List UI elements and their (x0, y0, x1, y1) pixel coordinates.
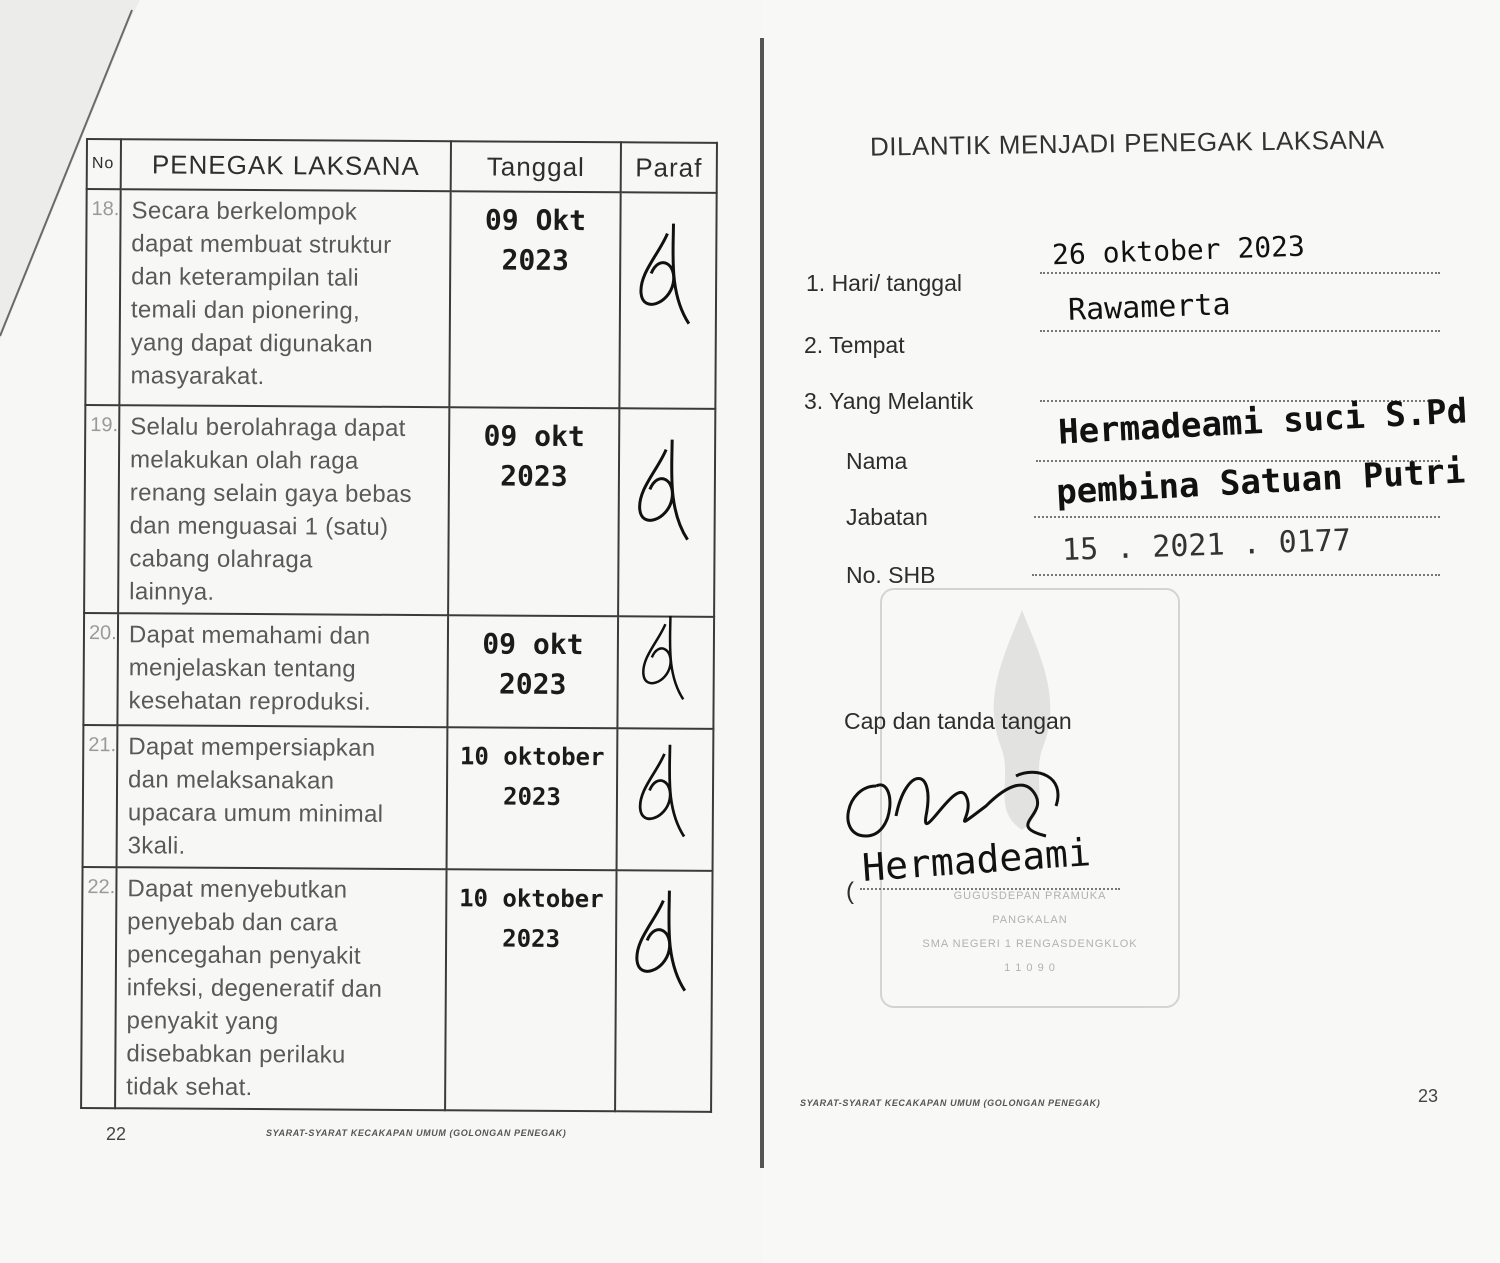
right-page-number: 23 (1418, 1086, 1439, 1106)
date-line: 09 Okt (484, 203, 587, 238)
requirement-line: masyarakat. (130, 362, 265, 391)
date-year: 2023 (500, 459, 568, 493)
header-paraf: Paraf (621, 142, 717, 193)
label-jabatan: Jabatan (846, 504, 928, 530)
date-year: 2023 (502, 924, 561, 953)
paraf-signature-icon (626, 735, 707, 845)
requirement-line: Selalu berolahraga dapat (130, 413, 406, 442)
requirement-line: pencegahan penyakit (126, 941, 361, 970)
date-cell (448, 407, 619, 616)
date-year: 2023 (498, 667, 567, 701)
header-no: No (87, 139, 121, 189)
requirement-line: disebabkan perilaku (126, 1040, 346, 1069)
requirement-text (117, 613, 448, 727)
date-line: 10 oktober (459, 742, 605, 772)
paraf-cell (618, 408, 715, 617)
requirement-line: 3kali. (127, 832, 186, 860)
paraf-signature-icon (629, 213, 710, 333)
row-number: 21. (83, 725, 118, 867)
stamp-line: 1 1 0 9 0 (1004, 962, 1056, 974)
paraf-cell (617, 616, 714, 729)
value-nama: Hermadeami suci S.Pd (1057, 391, 1469, 453)
table-row (83, 613, 714, 729)
paraf-cell (619, 192, 716, 409)
label-yang-melantik: 3. Yang Melantik (804, 388, 974, 414)
requirements-table (80, 138, 718, 1113)
signature-open-paren: ( (846, 878, 854, 905)
requirement-line: tidak sehat. (126, 1073, 253, 1102)
row-number: 19. (84, 405, 119, 613)
requirement-line: Dapat mempersiapkan (128, 733, 376, 762)
requirement-line: cabang olahraga (129, 545, 313, 574)
header-requirement: PENEGAK LAKSANA (121, 139, 451, 191)
date-line: 10 oktober (459, 884, 604, 914)
value-hari-tanggal: 26 oktober 2023 (1051, 229, 1306, 272)
value-jabatan: pembina Satuan Putri (1055, 451, 1467, 513)
row-number: 22. (81, 867, 116, 1108)
fill-line-shb (1032, 574, 1440, 576)
paraf-cell (617, 728, 714, 871)
requirement-line: Dapat menyebutkan (127, 875, 348, 904)
header-date: Tanggal (451, 141, 621, 192)
date-cell (447, 615, 618, 728)
paraf-cell (615, 870, 712, 1112)
requirement-line: yang dapat digunakan (130, 329, 374, 358)
date-year: 2023 (501, 243, 570, 277)
requirement-text (118, 405, 449, 615)
table-row (84, 405, 715, 617)
stamp-line: PANGKALAN (992, 914, 1068, 926)
requirement-line: infeksi, degeneratif dan (126, 974, 383, 1003)
right-running-title: SYARAT-SYARAT KECAKAPAN UMUM (GOLONGAN PENEGAK) (800, 1098, 1101, 1108)
row-number: 18. (85, 189, 120, 405)
date-year: 2023 (502, 782, 561, 811)
fill-line-jabatan (1034, 516, 1440, 518)
value-no-shb: 15 . 2021 . 0177 (1061, 522, 1352, 569)
requirement-line: lainnya. (129, 578, 215, 606)
requirement-text (119, 189, 450, 407)
requirement-line: upacara umum minimal (127, 799, 384, 828)
requirement-line: kesehatan reproduksi. (128, 687, 372, 716)
paraf-signature-icon (625, 875, 706, 1005)
date-line: 09 okt (483, 419, 585, 454)
date-cell (445, 869, 616, 1111)
requirement-line: Secara berkelompok (131, 197, 358, 226)
requirement-line: Dapat memahami dan (128, 621, 371, 650)
stamp-line: SMA NEGERI 1 RENGASDENGKLOK (922, 938, 1138, 950)
book-spine-fold (760, 38, 764, 1168)
row-number: 20. (83, 613, 118, 725)
table-row (85, 189, 716, 409)
requirement-line: temali dan pionering, (130, 296, 361, 325)
fill-line-hari (1040, 272, 1440, 274)
requirement-text (117, 725, 448, 869)
date-cell (449, 191, 620, 408)
table-row (83, 725, 714, 871)
requirement-line: dan keterampilan tali (131, 263, 359, 292)
requirement-line: renang selain gaya bebas (129, 479, 412, 508)
stamp-line: GUGUSDEPAN PRAMUKA (953, 890, 1107, 902)
paraf-signature-icon (627, 607, 708, 707)
paraf-signature-icon (627, 429, 708, 549)
table-header-row (87, 139, 717, 193)
requirement-line: dan menguasai 1 (satu) (129, 512, 389, 541)
date-line: 09 okt (482, 627, 584, 662)
fill-line-tempat (1040, 330, 1440, 332)
requirement-line: menjelaskan tentang (128, 654, 357, 683)
label-cap-tanda-tangan: Cap dan tanda tangan (844, 708, 1072, 734)
requirement-line: penyebab dan cara (127, 908, 338, 937)
date-cell (447, 727, 618, 870)
requirement-line: penyakit yang (126, 1007, 279, 1036)
signature-name: Hermadeami (860, 830, 1093, 890)
left-running-title: SYARAT-SYARAT KECAKAPAN UMUM (GOLONGAN PENEGAK) (266, 1128, 567, 1138)
signature-line (860, 888, 1120, 890)
value-tempat: Rawamerta (1067, 287, 1232, 328)
label-no-shb: No. SHB (846, 562, 936, 588)
label-tempat: 2. Tempat (804, 332, 905, 358)
left-page-number: 22 (106, 1124, 127, 1144)
requirement-line: dan melaksanakan (127, 766, 335, 795)
inauguration-title: DILANTIK MENJADI PENEGAK LAKSANA (869, 124, 1385, 162)
table-row (81, 867, 712, 1112)
label-hari-tanggal: 1. Hari/ tanggal (806, 270, 962, 296)
requirement-line: dapat membuat struktur (131, 230, 392, 259)
requirement-text (115, 867, 446, 1110)
label-nama: Nama (846, 448, 908, 474)
requirement-line: melakukan olah raga (129, 446, 359, 475)
